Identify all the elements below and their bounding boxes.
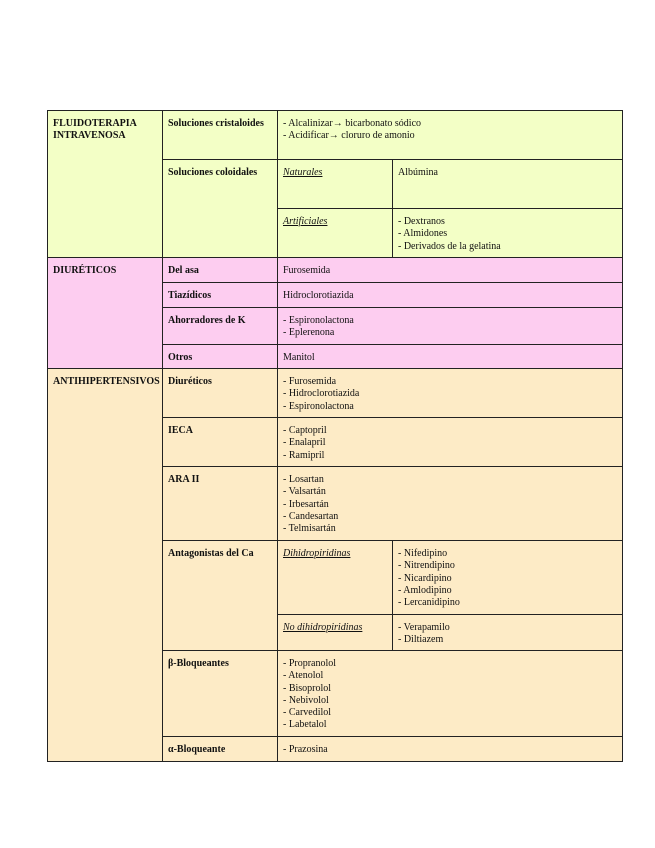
subcategory-antagonistas-ca: Antagonistas del Ca bbox=[163, 541, 278, 651]
list-item: - Atenolol bbox=[283, 670, 324, 682]
category-diureticos: DIURÉTICOS bbox=[48, 258, 163, 369]
list-item: - Espironolactona bbox=[283, 315, 354, 326]
list-item: - Labetalol bbox=[283, 719, 327, 731]
list-item: - Nifedipino bbox=[398, 548, 448, 559]
list-item: - Candesartan bbox=[283, 510, 339, 522]
list-item: - Captopril bbox=[283, 425, 327, 436]
subcategory-del-asa: Del asa bbox=[163, 258, 278, 283]
subcategory-ieca: IECA bbox=[163, 418, 278, 467]
list-item: - Derivados de la gelatina bbox=[398, 240, 501, 252]
subcategory-beta-bloqueantes: β-Bloqueantes bbox=[163, 651, 278, 737]
list-item: - Alcalinizar→ bicarbonato sódico bbox=[283, 118, 422, 129]
del-asa-list bbox=[278, 258, 623, 283]
list-item: - Almidones bbox=[398, 228, 448, 240]
list-item: - Telmisartán bbox=[283, 523, 336, 535]
list-item: - Acidificar→ cloruro de amonio bbox=[283, 130, 415, 142]
subcategory-cristaloides: Soluciones cristaloides bbox=[163, 111, 278, 160]
list-item: - Prazosina bbox=[283, 744, 328, 755]
drug-classification-table bbox=[47, 110, 623, 762]
list-item: Hidroclorotiazida bbox=[283, 290, 354, 301]
list-item: - Furosemida bbox=[283, 376, 337, 387]
list-item: - Ramipril bbox=[283, 449, 325, 461]
subcategory-ahorradores-k: Ahorradores de K bbox=[163, 308, 278, 345]
group-naturales: Naturales bbox=[283, 167, 323, 178]
ieca-list bbox=[278, 418, 623, 467]
subcategory-ara-ii: ARA II bbox=[163, 467, 278, 541]
group-no-dihidropiridinas: No dihidropiridinas bbox=[283, 622, 363, 633]
naturales-list bbox=[393, 160, 623, 209]
otros-list bbox=[278, 345, 623, 369]
group-dihidropiridinas: Dihidropiridinas bbox=[283, 548, 351, 559]
subcategory-diureticos: Diuréticos bbox=[163, 369, 278, 418]
ara-ii-list bbox=[278, 467, 623, 541]
list-item: - Nicardipino bbox=[398, 572, 452, 584]
beta-bloqueantes-list bbox=[278, 651, 623, 737]
alfa-bloqueante-list bbox=[278, 737, 623, 762]
dihidropiridinas-list bbox=[393, 541, 623, 615]
tiazidicos-list bbox=[278, 283, 623, 308]
list-item: - Enalapril bbox=[283, 437, 326, 449]
subcategory-tiazidicos: Tiazídicos bbox=[163, 283, 278, 308]
list-item: - Eplerenona bbox=[283, 327, 335, 339]
list-item: Albúmina bbox=[398, 167, 438, 178]
list-item: - Valsartán bbox=[283, 486, 326, 498]
list-item: - Nitrendipino bbox=[398, 560, 455, 572]
artificiales-list bbox=[393, 209, 623, 258]
subcategory-coloidales: Soluciones coloidales bbox=[163, 160, 278, 258]
subcategory-alfa-bloqueante: α-Bloqueante bbox=[163, 737, 278, 762]
list-item: - Amlodipino bbox=[398, 584, 452, 596]
list-item: Manitol bbox=[283, 352, 315, 363]
list-item: - Diltiazem bbox=[398, 634, 444, 646]
list-item: - Bisoprolol bbox=[283, 682, 332, 694]
list-item: - Nebivolol bbox=[283, 694, 329, 706]
anti-diureticos-list bbox=[278, 369, 623, 418]
category-fluidoterapia: FLUIDOTERAPIA INTRAVENOSA bbox=[48, 111, 163, 258]
list-item: - Losartan bbox=[283, 474, 324, 485]
list-item: - Lercanidipino bbox=[398, 597, 460, 609]
cristaloides-list bbox=[278, 111, 623, 160]
list-item: - Irbesartán bbox=[283, 498, 329, 510]
list-item: - Propranolol bbox=[283, 658, 337, 669]
subcategory-otros: Otros bbox=[163, 345, 278, 369]
category-antihipertensivos: ANTIHIPERTENSIVOS bbox=[48, 369, 163, 762]
list-item: - Espironolactona bbox=[283, 400, 354, 412]
list-item: Furosemida bbox=[283, 265, 331, 276]
list-item: - Dextranos bbox=[398, 216, 445, 227]
list-item: - Hidroclorotiazida bbox=[283, 388, 360, 400]
ahorradores-k-list bbox=[278, 308, 623, 345]
group-artificiales: Artificiales bbox=[283, 216, 328, 227]
list-item: - Carvedilol bbox=[283, 707, 332, 719]
list-item: - Verapamilo bbox=[398, 622, 450, 633]
no-dihidropiridinas-list bbox=[393, 615, 623, 651]
